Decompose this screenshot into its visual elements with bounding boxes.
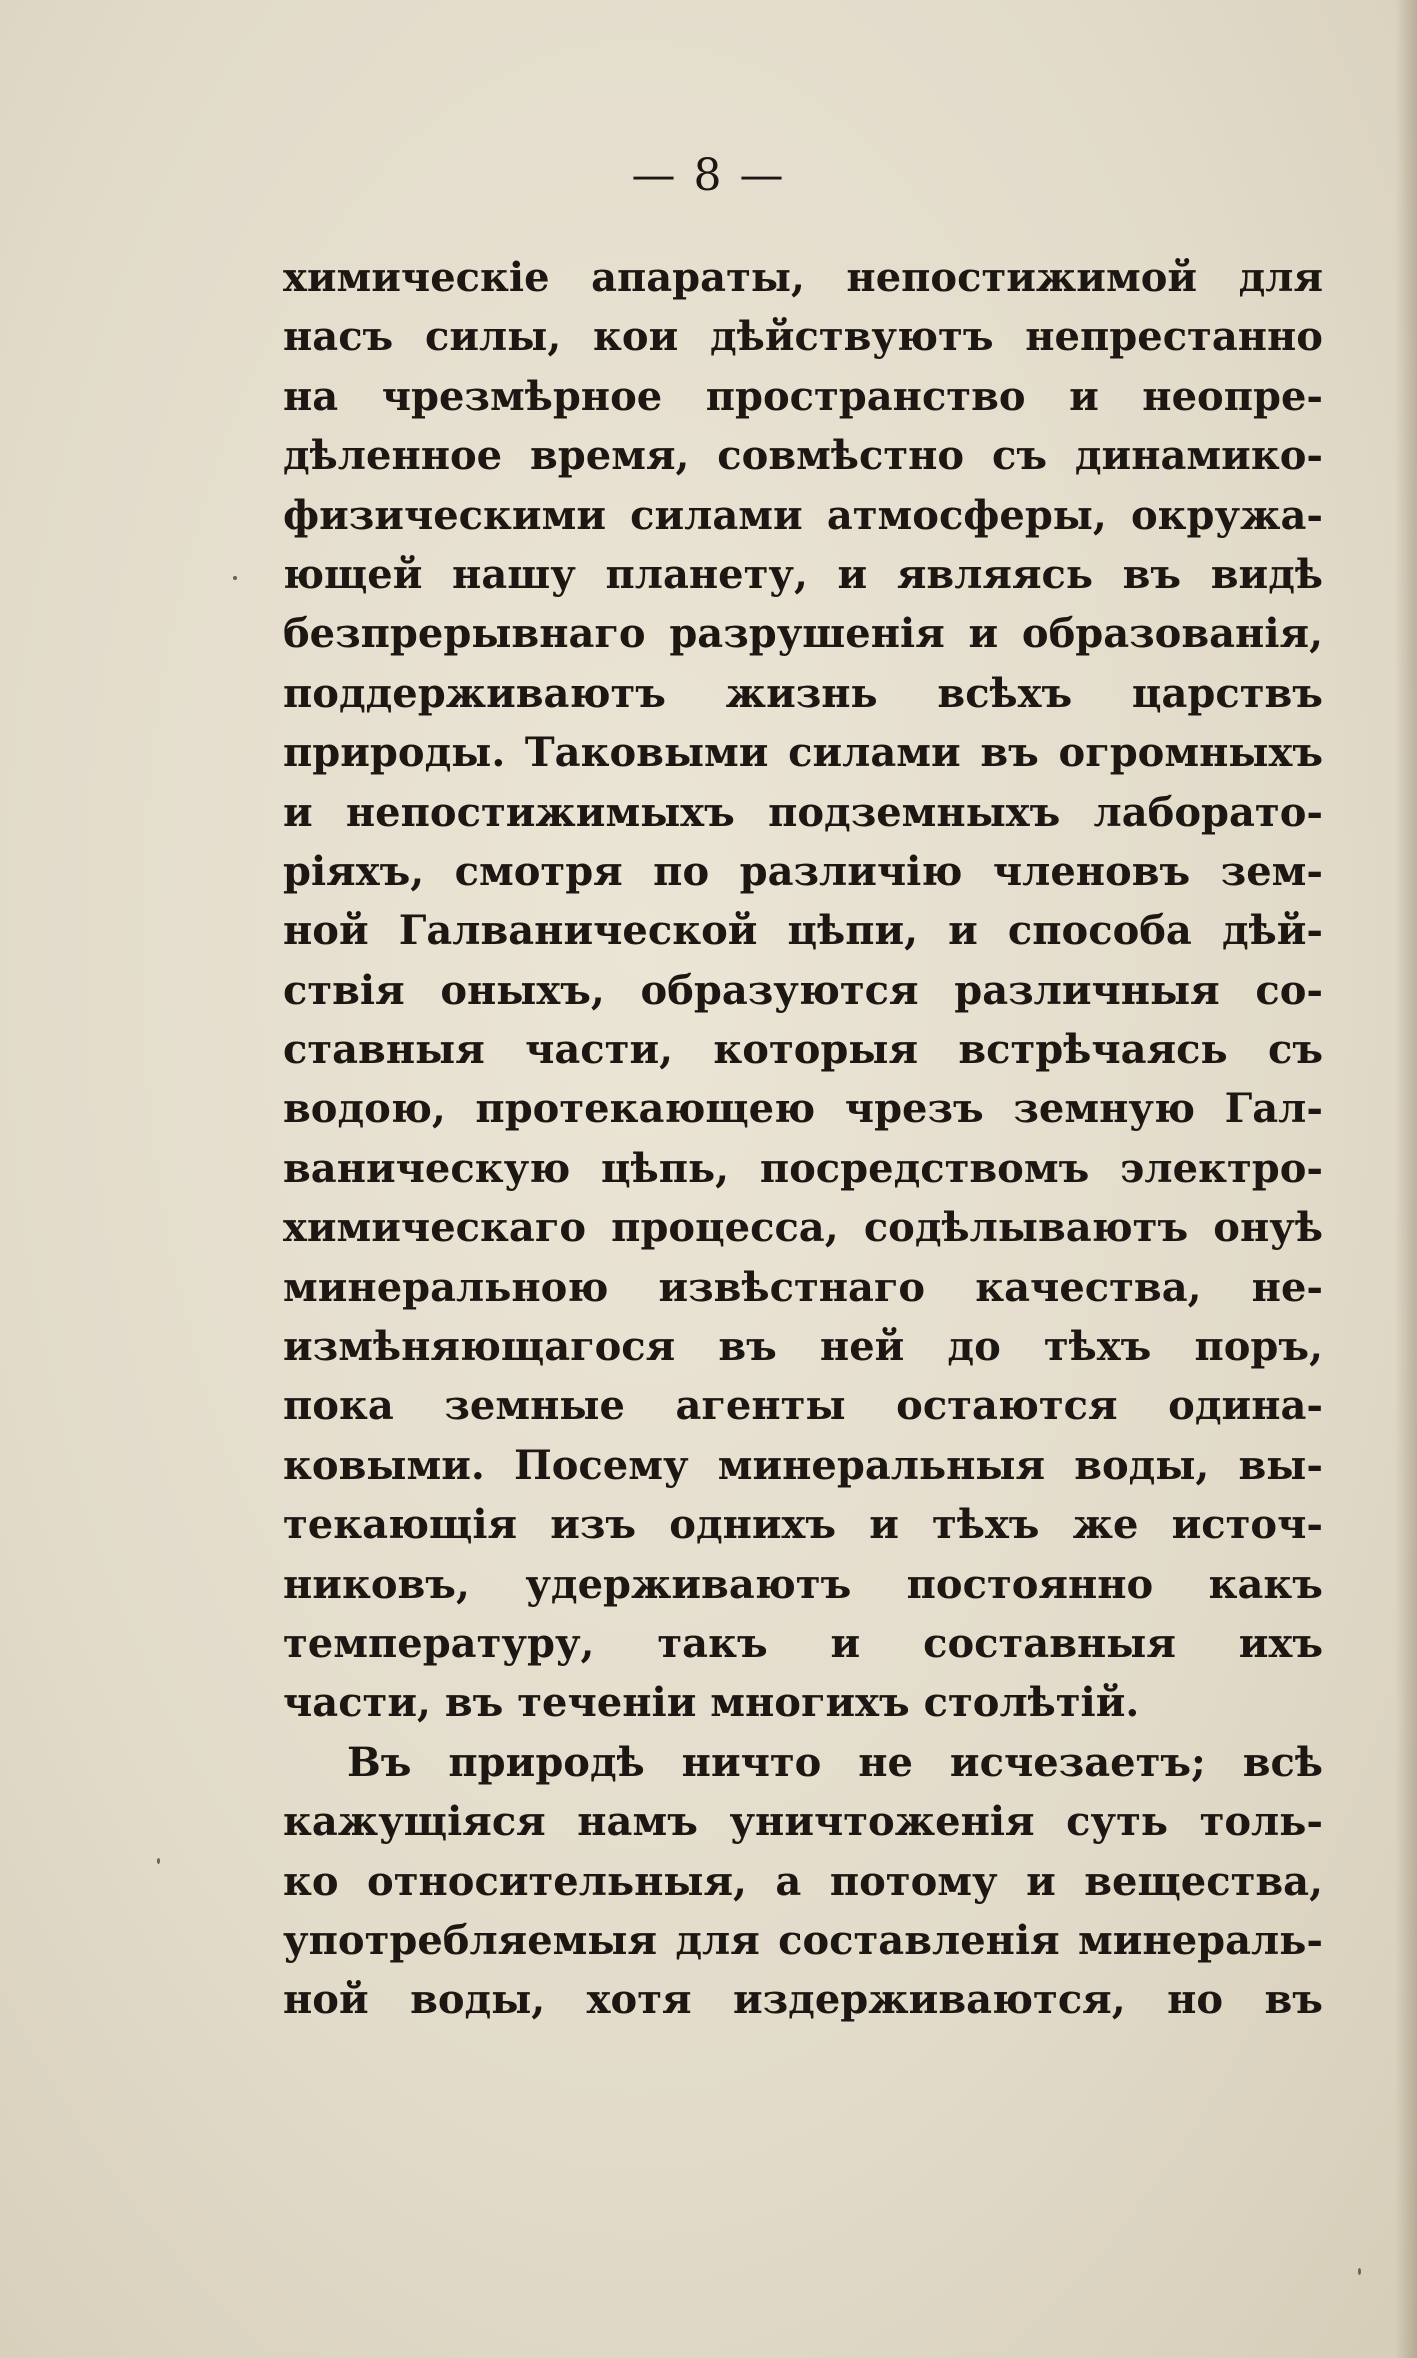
- text-line: безпрерывнаго разрушенія и образованія,: [283, 610, 1323, 658]
- text-line: температуру, такъ и составныя ихъ: [283, 1619, 1323, 1667]
- text-line: текающія изъ однихъ и тѣхъ же источ-: [283, 1501, 1323, 1549]
- text-line: на чрезмѣрное пространство и неопре-: [283, 372, 1323, 420]
- page-number: — 8 —: [631, 150, 786, 201]
- text-line: пока земные агенты остаются одина-: [283, 1382, 1323, 1430]
- text-line-paragraph-end: части, въ теченіи многихъ столѣтій.: [283, 1679, 1140, 1727]
- text-line: поддерживаютъ жизнь всѣхъ царствъ: [283, 669, 1323, 717]
- text-line: физическими силами атмосферы, окружа-: [283, 491, 1323, 539]
- text-line: насъ силы, кои дѣйствуютъ непрестанно: [283, 313, 1323, 361]
- text-line: дѣленное время, совмѣстно съ динамико-: [283, 432, 1323, 480]
- text-line: никовъ, удерживаютъ постоянно какъ: [283, 1560, 1323, 1608]
- text-line: ко относительныя, а потому и вещества,: [283, 1857, 1323, 1905]
- text-line: употребляемыя для составленія минераль-: [283, 1916, 1323, 1964]
- text-line: ваническую цѣпь, посредствомъ электро-: [283, 1144, 1323, 1192]
- body-text: [283, 248, 1323, 2030]
- text-line: и непостижимыхъ подземныхъ лаборато-: [283, 788, 1323, 836]
- text-line: химическаго процесса, содѣлываютъ онуѣ: [283, 1204, 1323, 1252]
- paper-speck: [1358, 2268, 1361, 2275]
- text-line: химическіе апараты, непостижимой для: [283, 254, 1323, 301]
- text-line: измѣняющагося въ ней до тѣхъ поръ,: [283, 1323, 1323, 1371]
- text-line: ющей нашу планету, и являясь въ видѣ: [283, 550, 1323, 598]
- paper-speck: [157, 1858, 160, 1864]
- text-line: природы. Таковыми силами въ огромныхъ: [283, 729, 1323, 777]
- paper-speck: [233, 576, 237, 580]
- text-line: ставныя части, которыя встрѣчаясь съ: [283, 1026, 1323, 1074]
- text-line: кажущіяся намъ уничтоженія суть толь-: [283, 1798, 1323, 1846]
- text-line: водою, протекающею чрезъ земную Гал-: [283, 1085, 1323, 1133]
- text-line: ковыми. Посему минеральныя воды, вы-: [283, 1441, 1323, 1489]
- text-line: минеральною извѣстнаго качества, не-: [283, 1263, 1323, 1311]
- text-line: ной воды, хотя издерживаются, но въ: [283, 1976, 1323, 2024]
- text-line-paragraph-start: Въ природѣ ничто не исчезаетъ; всѣ: [347, 1738, 1323, 1786]
- page-edge-shadow: [1395, 0, 1417, 2358]
- text-line: ствія оныхъ, образуются различныя со-: [283, 966, 1323, 1014]
- text-line: ной Галванической цѣпи, и способа дѣй-: [283, 907, 1323, 955]
- text-line: ріяхъ, смотря по различію членовъ зем-: [283, 847, 1323, 895]
